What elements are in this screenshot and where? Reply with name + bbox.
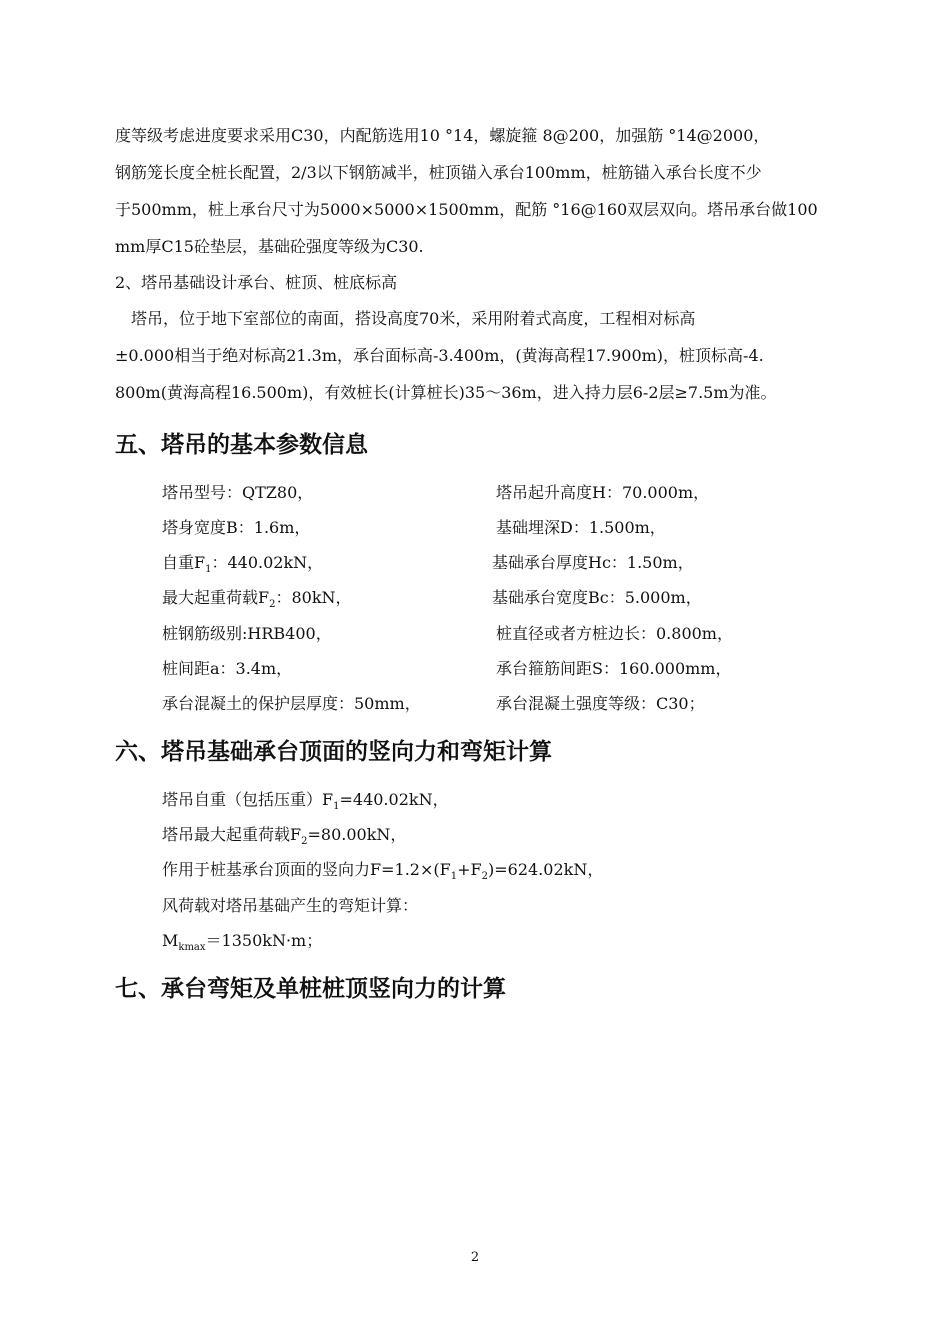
section7-title: 七、承台弯矩及单桩桩顶竖向力的计算 <box>115 976 506 1002</box>
section6-title: 六、塔吊基础承台顶面的竖向力和弯矩计算 <box>115 739 552 765</box>
calc-wind-moment-label: 风荷载对塔吊基础产生的弯矩计算： <box>162 896 419 915</box>
param-concrete-grade: 承台混凝土强度等级：C30； <box>496 694 705 713</box>
calc-max-load: 塔吊最大起重荷载$F_2=80.00kN$， <box>162 825 407 848</box>
param-tower-model: 塔吊型号：QTZ80， <box>162 483 314 502</box>
para1-line1: 度等级考虑进度要求采用C30，内配筋选用10 °14，螺旋箍 8@200，加强筋 °14@2000， <box>115 126 770 145</box>
param-cap-width: 基础承台宽度Bc：5.000m， <box>492 588 702 607</box>
param-rebar-grade: 桩钢筋级别:HRB400， <box>162 624 332 643</box>
calc-wind-moment-value: $M_{kmax}=1350kN\cdot m$； <box>162 931 323 954</box>
param-cap-thickness: 基础承台厚度Hc：1.50m， <box>492 553 694 572</box>
param-embed-depth: 基础埋深D：1.500m， <box>496 518 666 537</box>
param-pile-spacing: 桩间距a：3.4m， <box>162 659 293 678</box>
calc-vertical-force: 作用于桩基承台顶面的竖向力$F=1.2\times(F_1+F_2)=624.02kN$， <box>162 860 604 883</box>
param-lift-height: 塔吊起升高度H：70.000m， <box>496 483 710 502</box>
param-pile-diameter: 桩直径或者方桩边长：0.800m， <box>496 624 733 643</box>
param-max-load: 最大起重荷载$F_2$：80kN， <box>162 588 352 611</box>
section5-title: 五、塔吊的基本参数信息 <box>115 432 368 458</box>
para2-line2: ±0.000相当于绝对标高21.3m，承台面标高-3.400m，(黄海高程17.900m)，桩顶标高-4. <box>115 346 764 365</box>
para2-line3: 800m(黄海高程16.500m)，有效桩长(计算桩长)35～36m，进入持力层6-2层≥7.5m为准。 <box>115 383 777 402</box>
param-stirrup-spacing: 承台箍筋间距S：160.000mm， <box>496 659 732 678</box>
subheading-2: 2、塔吊基础设计承台、桩顶、桩底标高 <box>115 273 398 292</box>
para1-line2: 钢筋笼长度全桩长配置，2/3以下钢筋减半，桩顶锚入承台100mm，桩筋锚入承台长度不少 <box>115 163 762 182</box>
para2-line1: 塔吊，位于地下室部位的南面，搭设高度70米，采用附着式高度，工程相对标高 <box>131 309 696 328</box>
para1-line4: mm厚C15砼垫层，基础砼强度等级为C30. <box>115 237 424 256</box>
calc-self-weight: 塔吊自重（包括压重）$F_1=440.02kN$， <box>162 790 449 813</box>
page-number: 2 <box>470 1250 480 1265</box>
param-cover: 承台混凝土的保护层厚度：50mm， <box>162 694 421 713</box>
param-self-weight: 自重$F_1$：440.02kN， <box>162 553 324 576</box>
para1-line3: 于500mm，桩上承台尺寸为5000×5000×1500mm，配筋 °16@160双层双向。塔吊承台做100 <box>115 200 818 219</box>
param-tower-width: 塔身宽度B：1.6m， <box>162 518 311 537</box>
